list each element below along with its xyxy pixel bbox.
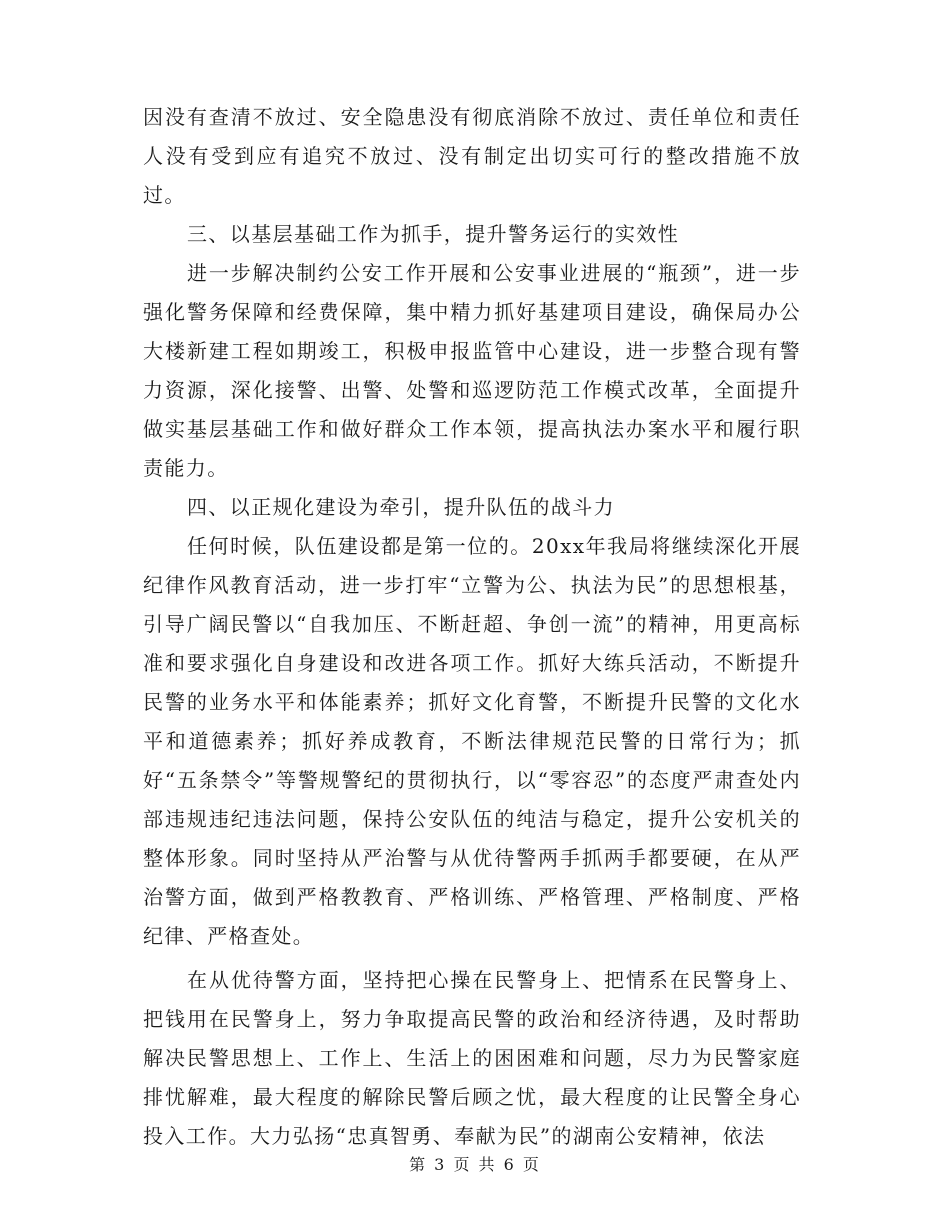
paragraph-section-4: 任何时候，队伍建设都是第一位的。20xx年我局将继续深化开展纪律作风教育活动，进一步打牢“立警为公、执法为民”的思想根基，引导广阔民警以“自我加压、不断赶超、争创一流”的精神，用更高标准和要求强化自身建设和改进各项工作。抓好大练兵活动，不断提升民警的业务水平和体能素养；抓好文化育警，不断提升民警的文化水平和道德素养；抓好养成教育，不断法律规范民警的日常行为；抓好“五条禁令”等警规警纪的贯彻执行，以“零容忍”的态度严肃查处内部违规违纪违法问题，保持公安队伍的纯洁与稳定，提升公安机关的整体形象。同时坚持从严治警与从优待警两手抓两手都要硬，在从严治警方面，做到严格教教育、严格训练、严格管理、严格制度、严格纪律、严格查处。 xyxy=(143,534,801,948)
body-text xyxy=(143,98,801,1156)
paragraph-section-3: 进一步解决制约公安工作开展和公安事业进展的“瓶颈”，进一步强化警务保障和经费保障，集中精力抓好基建项目建设，确保局办公大楼新建工程如期竣工，积极申报监管中心建设，进一步整合现有警力资源，深化接警、出警、处警和巡逻防范工作模式改革，全面提升做实基层基础工作和做好群众工作本领，提高执法办案水平和履行职责能力。 xyxy=(143,261,801,480)
section-heading-4: 四、以正规化建设为牵引，提升队伍的战斗力 xyxy=(187,495,615,519)
page-number-footer: 第 3 页 共 6 页 xyxy=(409,1155,541,1174)
paragraph-section-4-continued: 在从优待警方面，坚持把心操在民警身上、把情系在民警身上、把钱用在民警身上，努力争取提高民警的政治和经济待遇，及时帮助解决民警思想上、工作上、生活上的困困难和问题，尽力为民警家庭排忧解难，最大程度的解除民警后顾之忧，最大程度的让民警全身心投入工作。大力弘扬“忠真智勇、奉献为民”的湖南公安精神，依法 xyxy=(143,968,801,1148)
paragraph-continuation: 因没有查清不放过、安全隐患没有彻底消除不放过、责任单位和责任人没有受到应有追究不放过、没有制定出切实可行的整改措施不放过。 xyxy=(143,105,801,207)
section-heading-3: 三、以基层基础工作为抓手，提升警务运行的实效性 xyxy=(187,222,680,246)
